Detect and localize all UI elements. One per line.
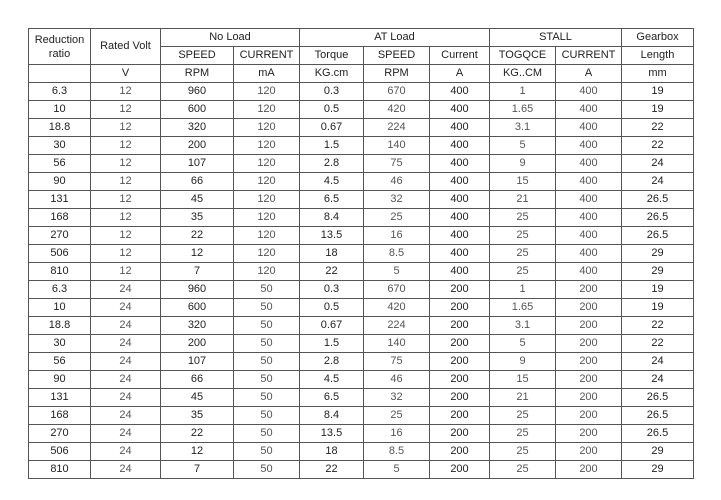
cell-stall-current: 200 (556, 299, 622, 317)
unit-stall-current: A (556, 65, 622, 83)
table-row (29, 353, 694, 371)
unit-at-load-speed: RPM (364, 65, 430, 83)
cell-stall-current: 200 (556, 389, 622, 407)
cell-gearbox-length: 29 (622, 461, 694, 479)
cell-at-load-torque: 8.4 (300, 407, 364, 425)
cell-stall-torque: 5 (490, 137, 556, 155)
gear-motor-spec-table (28, 28, 694, 479)
cell-rated-volt: 24 (91, 335, 161, 353)
table-row (29, 281, 694, 299)
cell-rated-volt: 12 (91, 119, 161, 137)
cell-at-load-torque: 2.8 (300, 353, 364, 371)
cell-at-load-torque: 6.5 (300, 191, 364, 209)
cell-reduction-ratio: 506 (29, 443, 91, 461)
cell-no-load-speed: 35 (161, 407, 234, 425)
cell-reduction-ratio: 10 (29, 299, 91, 317)
cell-at-load-current: 200 (430, 461, 490, 479)
cell-at-load-current: 400 (430, 263, 490, 281)
header-stall-torque: TOGQCE (490, 47, 556, 65)
cell-at-load-speed: 224 (364, 317, 430, 335)
cell-stall-torque: 25 (490, 209, 556, 227)
cell-no-load-current: 120 (234, 119, 300, 137)
cell-at-load-speed: 32 (364, 389, 430, 407)
cell-at-load-speed: 420 (364, 299, 430, 317)
cell-gearbox-length: 26.5 (622, 191, 694, 209)
cell-no-load-speed: 600 (161, 299, 234, 317)
header-no-load: No Load (161, 29, 300, 47)
cell-gearbox-length: 24 (622, 155, 694, 173)
cell-at-load-current: 200 (430, 389, 490, 407)
cell-gearbox-length: 19 (622, 299, 694, 317)
cell-no-load-speed: 200 (161, 137, 234, 155)
cell-rated-volt: 24 (91, 353, 161, 371)
cell-stall-current: 200 (556, 353, 622, 371)
cell-gearbox-length: 29 (622, 245, 694, 263)
cell-at-load-speed: 5 (364, 263, 430, 281)
cell-no-load-current: 120 (234, 263, 300, 281)
cell-reduction-ratio: 18.8 (29, 119, 91, 137)
cell-no-load-current: 120 (234, 245, 300, 263)
cell-stall-current: 200 (556, 371, 622, 389)
cell-at-load-torque: 6.5 (300, 389, 364, 407)
cell-no-load-speed: 320 (161, 119, 234, 137)
cell-rated-volt: 12 (91, 209, 161, 227)
cell-no-load-current: 50 (234, 281, 300, 299)
cell-stall-current: 200 (556, 335, 622, 353)
cell-stall-torque: 15 (490, 371, 556, 389)
table-header (29, 29, 694, 83)
table-row (29, 83, 694, 101)
cell-rated-volt: 24 (91, 317, 161, 335)
cell-stall-torque: 25 (490, 407, 556, 425)
cell-no-load-speed: 960 (161, 83, 234, 101)
header-stall-current: CURRENT (556, 47, 622, 65)
cell-stall-torque: 25 (490, 443, 556, 461)
cell-no-load-speed: 66 (161, 371, 234, 389)
cell-stall-current: 200 (556, 281, 622, 299)
cell-stall-torque: 9 (490, 353, 556, 371)
cell-reduction-ratio: 6.3 (29, 83, 91, 101)
cell-no-load-current: 120 (234, 173, 300, 191)
unit-rated-volt: V (91, 65, 161, 83)
cell-stall-torque: 5 (490, 335, 556, 353)
cell-gearbox-length: 22 (622, 137, 694, 155)
cell-rated-volt: 24 (91, 281, 161, 299)
cell-at-load-torque: 18 (300, 245, 364, 263)
cell-stall-current: 400 (556, 101, 622, 119)
cell-stall-current: 400 (556, 209, 622, 227)
cell-gearbox-length: 22 (622, 335, 694, 353)
cell-stall-torque: 9 (490, 155, 556, 173)
cell-at-load-speed: 8.5 (364, 443, 430, 461)
cell-no-load-current: 50 (234, 371, 300, 389)
cell-at-load-speed: 25 (364, 407, 430, 425)
cell-at-load-current: 200 (430, 407, 490, 425)
cell-at-load-torque: 0.67 (300, 119, 364, 137)
cell-stall-current: 200 (556, 317, 622, 335)
header-at-load-torque: Torque (300, 47, 364, 65)
cell-at-load-speed: 5 (364, 461, 430, 479)
cell-no-load-current: 50 (234, 425, 300, 443)
cell-at-load-torque: 0.3 (300, 281, 364, 299)
cell-no-load-current: 50 (234, 299, 300, 317)
cell-at-load-speed: 140 (364, 335, 430, 353)
table-row (29, 263, 694, 281)
cell-no-load-speed: 45 (161, 389, 234, 407)
table-row (29, 371, 694, 389)
cell-at-load-current: 200 (430, 443, 490, 461)
cell-gearbox-length: 29 (622, 263, 694, 281)
cell-stall-torque: 3.1 (490, 119, 556, 137)
cell-stall-current: 400 (556, 227, 622, 245)
cell-gearbox-length: 19 (622, 281, 694, 299)
cell-no-load-speed: 107 (161, 155, 234, 173)
cell-at-load-current: 400 (430, 155, 490, 173)
cell-at-load-speed: 46 (364, 173, 430, 191)
cell-at-load-torque: 22 (300, 461, 364, 479)
cell-at-load-torque: 0.3 (300, 83, 364, 101)
header-no-load-current: CURRENT (234, 47, 300, 65)
cell-reduction-ratio: 168 (29, 209, 91, 227)
cell-at-load-torque: 0.5 (300, 101, 364, 119)
cell-at-load-speed: 16 (364, 425, 430, 443)
cell-no-load-current: 120 (234, 101, 300, 119)
cell-no-load-speed: 7 (161, 263, 234, 281)
cell-gearbox-length: 26.5 (622, 227, 694, 245)
cell-at-load-torque: 13.5 (300, 425, 364, 443)
cell-stall-torque: 1.65 (490, 101, 556, 119)
table-row (29, 317, 694, 335)
cell-stall-current: 400 (556, 155, 622, 173)
cell-stall-torque: 1 (490, 83, 556, 101)
cell-gearbox-length: 22 (622, 119, 694, 137)
cell-gearbox-length: 26.5 (622, 209, 694, 227)
cell-no-load-current: 50 (234, 317, 300, 335)
cell-rated-volt: 24 (91, 299, 161, 317)
cell-stall-torque: 25 (490, 263, 556, 281)
cell-reduction-ratio: 90 (29, 371, 91, 389)
header-rated-volt: Rated Volt (91, 29, 161, 65)
cell-at-load-speed: 32 (364, 191, 430, 209)
header-at-load-current: Current (430, 47, 490, 65)
header-at-load: AT Load (300, 29, 490, 47)
table-row (29, 299, 694, 317)
cell-at-load-speed: 670 (364, 83, 430, 101)
cell-no-load-current: 50 (234, 389, 300, 407)
cell-at-load-torque: 13.5 (300, 227, 364, 245)
unit-stall-torque: KG..CM (490, 65, 556, 83)
cell-at-load-current: 400 (430, 173, 490, 191)
cell-stall-current: 400 (556, 245, 622, 263)
table-row (29, 425, 694, 443)
cell-no-load-current: 50 (234, 335, 300, 353)
cell-no-load-speed: 45 (161, 191, 234, 209)
cell-at-load-torque: 18 (300, 443, 364, 461)
cell-at-load-current: 400 (430, 101, 490, 119)
cell-at-load-current: 200 (430, 371, 490, 389)
cell-rated-volt: 12 (91, 227, 161, 245)
table-row (29, 245, 694, 263)
cell-rated-volt: 24 (91, 407, 161, 425)
cell-reduction-ratio: 30 (29, 335, 91, 353)
cell-no-load-speed: 35 (161, 209, 234, 227)
header-stall: STALL (490, 29, 622, 47)
table-row (29, 227, 694, 245)
cell-reduction-ratio: 810 (29, 461, 91, 479)
cell-gearbox-length: 24 (622, 353, 694, 371)
cell-at-load-speed: 75 (364, 155, 430, 173)
cell-reduction-ratio: 270 (29, 227, 91, 245)
cell-no-load-speed: 22 (161, 425, 234, 443)
header-gearbox: Gearbox (622, 29, 694, 47)
cell-stall-current: 400 (556, 83, 622, 101)
cell-at-load-current: 200 (430, 335, 490, 353)
cell-stall-current: 200 (556, 443, 622, 461)
table-row (29, 101, 694, 119)
cell-stall-torque: 3.1 (490, 317, 556, 335)
cell-stall-current: 400 (556, 173, 622, 191)
table-row (29, 389, 694, 407)
cell-rated-volt: 24 (91, 443, 161, 461)
cell-reduction-ratio: 56 (29, 155, 91, 173)
cell-gearbox-length: 19 (622, 101, 694, 119)
table-body (29, 83, 694, 479)
header-reduction-ratio: Reduction ratio (29, 29, 91, 65)
cell-reduction-ratio: 18.8 (29, 317, 91, 335)
cell-reduction-ratio: 6.3 (29, 281, 91, 299)
cell-gearbox-length: 26.5 (622, 389, 694, 407)
cell-stall-torque: 25 (490, 245, 556, 263)
cell-stall-current: 400 (556, 137, 622, 155)
cell-stall-torque: 1.65 (490, 299, 556, 317)
cell-at-load-torque: 4.5 (300, 371, 364, 389)
cell-at-load-torque: 1.5 (300, 137, 364, 155)
cell-stall-torque: 25 (490, 461, 556, 479)
cell-at-load-current: 400 (430, 191, 490, 209)
header-at-load-speed: SPEED (364, 47, 430, 65)
cell-stall-current: 400 (556, 191, 622, 209)
cell-no-load-speed: 12 (161, 443, 234, 461)
cell-rated-volt: 24 (91, 371, 161, 389)
cell-at-load-speed: 224 (364, 119, 430, 137)
table-row (29, 461, 694, 479)
cell-at-load-torque: 0.67 (300, 317, 364, 335)
cell-at-load-speed: 140 (364, 137, 430, 155)
cell-at-load-speed: 670 (364, 281, 430, 299)
cell-at-load-current: 200 (430, 281, 490, 299)
cell-at-load-current: 400 (430, 227, 490, 245)
cell-no-load-speed: 22 (161, 227, 234, 245)
cell-stall-torque: 15 (490, 173, 556, 191)
cell-rated-volt: 24 (91, 425, 161, 443)
cell-at-load-current: 200 (430, 425, 490, 443)
cell-reduction-ratio: 506 (29, 245, 91, 263)
cell-no-load-speed: 960 (161, 281, 234, 299)
cell-no-load-current: 120 (234, 227, 300, 245)
unit-no-load-speed: RPM (161, 65, 234, 83)
cell-no-load-speed: 66 (161, 173, 234, 191)
cell-at-load-current: 400 (430, 137, 490, 155)
cell-stall-torque: 21 (490, 389, 556, 407)
cell-at-load-current: 400 (430, 119, 490, 137)
cell-reduction-ratio: 131 (29, 389, 91, 407)
cell-at-load-current: 200 (430, 299, 490, 317)
cell-at-load-speed: 75 (364, 353, 430, 371)
unit-at-load-current: A (430, 65, 490, 83)
cell-no-load-current: 120 (234, 155, 300, 173)
cell-reduction-ratio: 168 (29, 407, 91, 425)
cell-stall-current: 200 (556, 425, 622, 443)
table-row (29, 191, 694, 209)
cell-at-load-torque: 22 (300, 263, 364, 281)
cell-at-load-current: 400 (430, 245, 490, 263)
header-row-groups (29, 29, 694, 47)
cell-gearbox-length: 26.5 (622, 425, 694, 443)
cell-rated-volt: 24 (91, 389, 161, 407)
cell-rated-volt: 12 (91, 263, 161, 281)
cell-stall-torque: 25 (490, 227, 556, 245)
cell-no-load-speed: 7 (161, 461, 234, 479)
cell-gearbox-length: 19 (622, 83, 694, 101)
cell-rated-volt: 12 (91, 83, 161, 101)
cell-stall-current: 400 (556, 263, 622, 281)
cell-no-load-speed: 12 (161, 245, 234, 263)
cell-stall-torque: 21 (490, 191, 556, 209)
cell-no-load-current: 120 (234, 209, 300, 227)
cell-no-load-current: 120 (234, 191, 300, 209)
cell-at-load-torque: 0.5 (300, 299, 364, 317)
table-row (29, 173, 694, 191)
cell-reduction-ratio: 810 (29, 263, 91, 281)
cell-no-load-speed: 107 (161, 353, 234, 371)
table-row (29, 209, 694, 227)
cell-at-load-torque: 1.5 (300, 335, 364, 353)
cell-reduction-ratio: 30 (29, 137, 91, 155)
cell-gearbox-length: 24 (622, 371, 694, 389)
cell-reduction-ratio: 270 (29, 425, 91, 443)
units-blank-cell (29, 65, 91, 83)
cell-rated-volt: 12 (91, 173, 161, 191)
cell-no-load-speed: 600 (161, 101, 234, 119)
cell-at-load-current: 400 (430, 209, 490, 227)
cell-rated-volt: 24 (91, 461, 161, 479)
cell-at-load-speed: 8.5 (364, 245, 430, 263)
header-gearbox-length: Length (622, 47, 694, 65)
header-no-load-speed: SPEED (161, 47, 234, 65)
cell-stall-current: 200 (556, 461, 622, 479)
cell-gearbox-length: 26.5 (622, 407, 694, 425)
cell-no-load-speed: 200 (161, 335, 234, 353)
cell-at-load-current: 200 (430, 317, 490, 335)
cell-stall-torque: 25 (490, 425, 556, 443)
cell-no-load-current: 50 (234, 461, 300, 479)
cell-gearbox-length: 29 (622, 443, 694, 461)
unit-at-load-torque: KG.cm (300, 65, 364, 83)
cell-at-load-torque: 2.8 (300, 155, 364, 173)
cell-no-load-current: 50 (234, 407, 300, 425)
cell-reduction-ratio: 10 (29, 101, 91, 119)
cell-no-load-current: 120 (234, 83, 300, 101)
table-row (29, 137, 694, 155)
table-row (29, 443, 694, 461)
cell-at-load-speed: 46 (364, 371, 430, 389)
cell-rated-volt: 12 (91, 137, 161, 155)
cell-rated-volt: 12 (91, 191, 161, 209)
cell-rated-volt: 12 (91, 101, 161, 119)
cell-no-load-current: 50 (234, 353, 300, 371)
cell-reduction-ratio: 90 (29, 173, 91, 191)
cell-stall-current: 400 (556, 119, 622, 137)
table-row (29, 119, 694, 137)
cell-reduction-ratio: 131 (29, 191, 91, 209)
table-row (29, 335, 694, 353)
cell-rated-volt: 12 (91, 245, 161, 263)
cell-rated-volt: 12 (91, 155, 161, 173)
cell-gearbox-length: 22 (622, 317, 694, 335)
cell-at-load-current: 400 (430, 83, 490, 101)
unit-no-load-current: mA (234, 65, 300, 83)
cell-stall-torque: 1 (490, 281, 556, 299)
cell-at-load-speed: 16 (364, 227, 430, 245)
cell-stall-current: 200 (556, 407, 622, 425)
cell-no-load-current: 50 (234, 443, 300, 461)
table-row (29, 407, 694, 425)
cell-no-load-current: 120 (234, 137, 300, 155)
table-row (29, 155, 694, 173)
cell-no-load-speed: 320 (161, 317, 234, 335)
cell-gearbox-length: 24 (622, 173, 694, 191)
cell-at-load-speed: 420 (364, 101, 430, 119)
cell-reduction-ratio: 56 (29, 353, 91, 371)
cell-at-load-torque: 8.4 (300, 209, 364, 227)
unit-gearbox-length: mm (622, 65, 694, 83)
cell-at-load-torque: 4.5 (300, 173, 364, 191)
cell-at-load-speed: 25 (364, 209, 430, 227)
header-row-units (29, 65, 694, 83)
cell-at-load-current: 200 (430, 353, 490, 371)
